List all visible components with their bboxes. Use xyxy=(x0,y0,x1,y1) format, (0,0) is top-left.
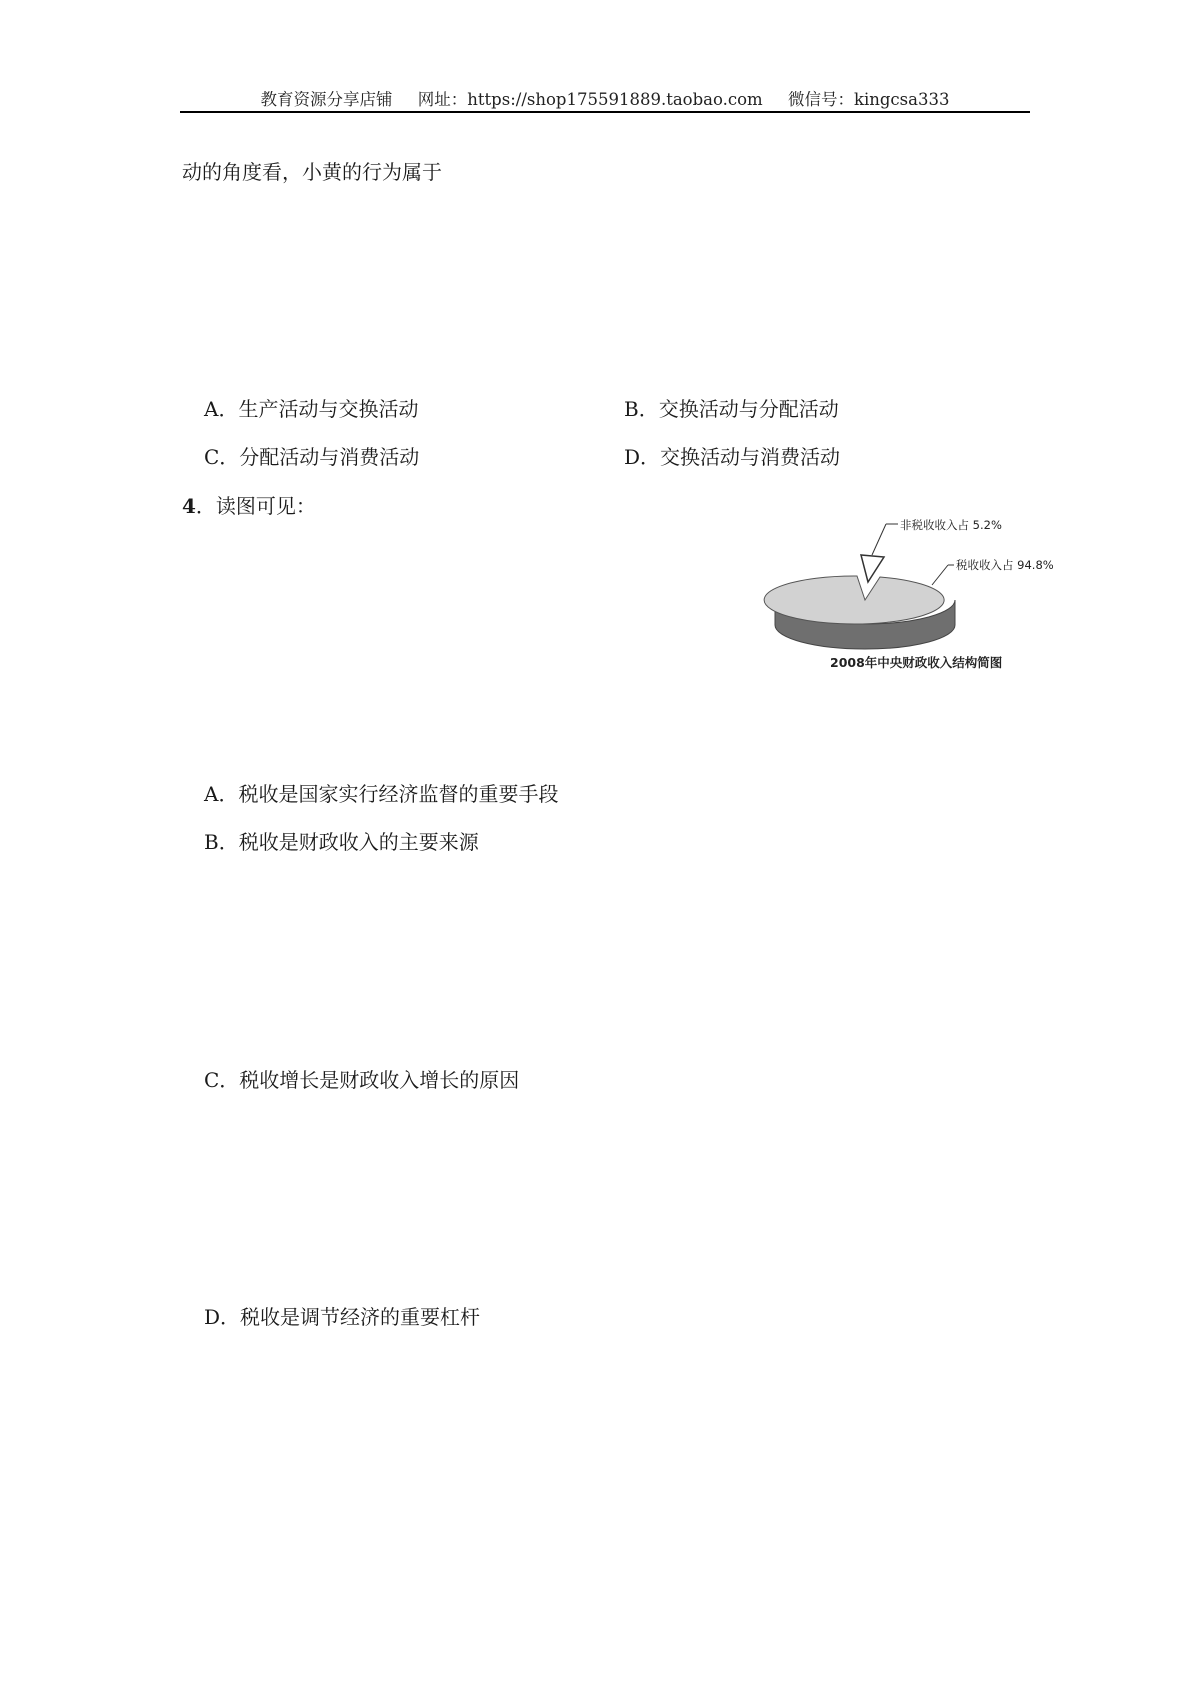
q4-number: 4 xyxy=(182,494,196,518)
leader-line-tax xyxy=(932,565,948,585)
q4-option-a: A．税收是国家实行经济监督的重要手段 xyxy=(204,782,559,806)
q3-option-b: B．交换活动与分配活动 xyxy=(624,397,839,421)
q3-option-d: D．交换活动与消费活动 xyxy=(624,445,841,469)
shop-name: 教育资源分享店铺 xyxy=(260,90,393,109)
shop-url: 网址：https://shop175591889.taobao.com xyxy=(417,90,763,109)
slice-label-nontax: 非税收收入占 5.2% xyxy=(900,518,1002,532)
header-rule xyxy=(180,111,1030,113)
chart-title: 2008年中央财政收入结构简图 xyxy=(830,655,1003,670)
pie-slice-tax xyxy=(764,576,944,624)
leader-line-nontax xyxy=(872,524,886,555)
q3-option-a: A．生产活动与交换活动 xyxy=(204,397,419,421)
q4-option-d: D．税收是调节经济的重要杠杆 xyxy=(204,1305,481,1329)
page-header xyxy=(180,86,1030,110)
pie-chart xyxy=(760,505,1120,695)
q4-option-c: C．税收增长是财政收入增长的原因 xyxy=(204,1068,520,1092)
q3-stem-tail: 动的角度看，小黄的行为属于 xyxy=(182,160,442,184)
q3-option-c: C．分配活动与消费活动 xyxy=(204,445,420,469)
slice-label-tax: 税收收入占 94.8% xyxy=(956,558,1054,572)
wechat-id: 微信号：kingcsa333 xyxy=(787,90,950,109)
q4-stem xyxy=(182,490,316,519)
q4-option-b: B．税收是财政收入的主要来源 xyxy=(204,830,479,854)
q4-stem-text: ．读图可见： xyxy=(195,494,316,518)
